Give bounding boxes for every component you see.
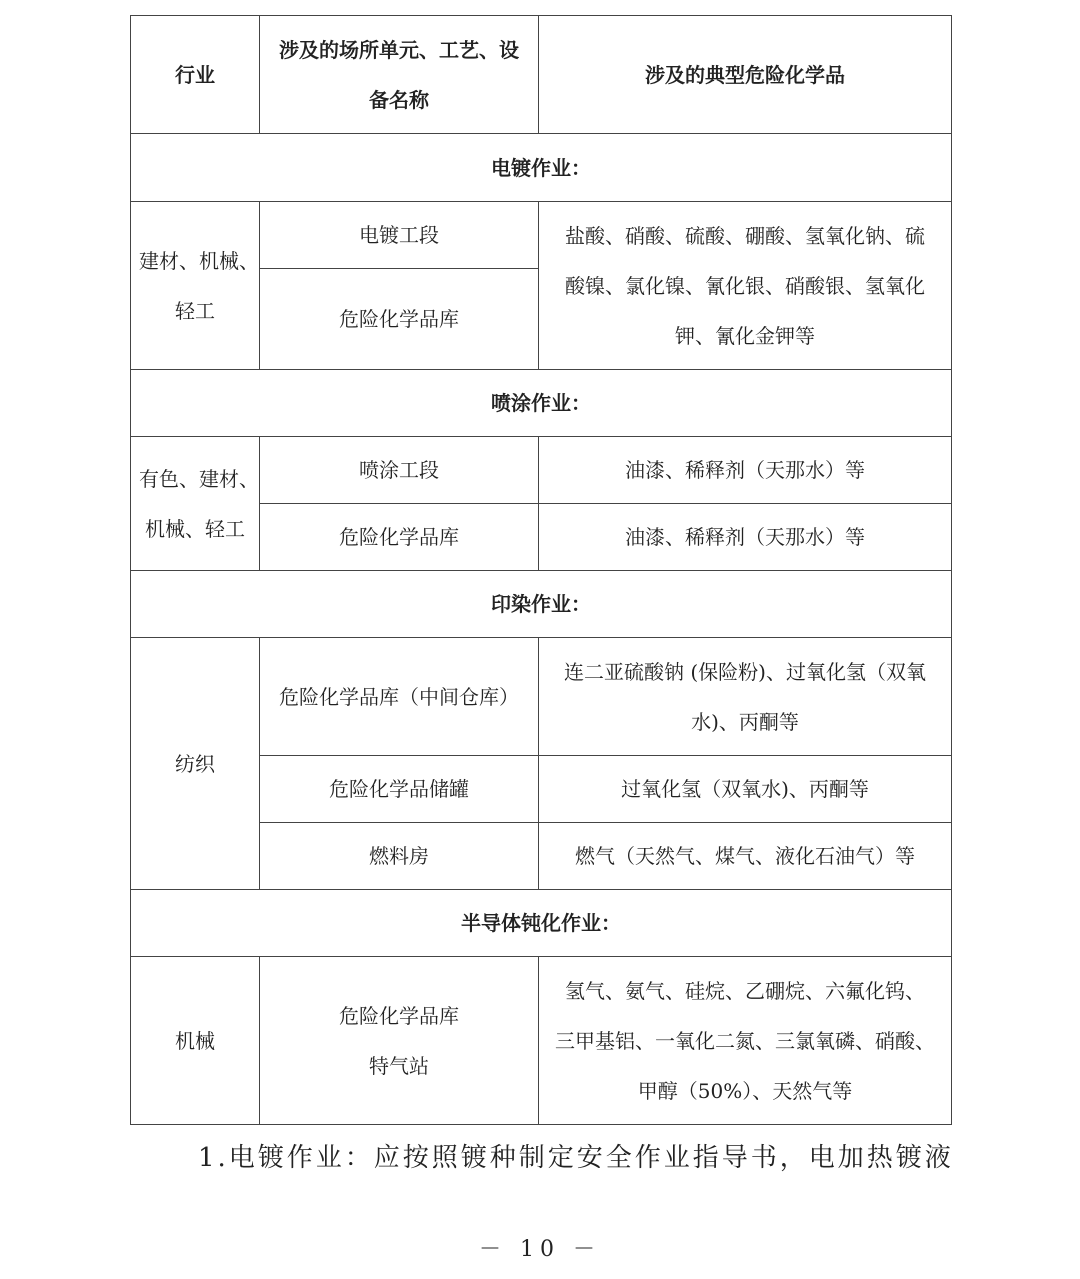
chemicals-cell: 盐酸、硝酸、硫酸、硼酸、氢氧化钠、硫 酸镍、氯化镍、氰化银、硝酸银、氢氧化 钾、氰化金钾等 <box>539 202 952 370</box>
industry-cell: 有色、建材、 机械、轻工 <box>131 437 260 571</box>
chemicals-cell: 连二亚硫酸钠 (保险粉)、过氧化氢（双氧 水)、丙酮等 <box>539 638 952 756</box>
page-number: － 10 － <box>479 1237 601 1262</box>
table-row <box>131 957 952 1125</box>
location-cell: 危险化学品库（中间仓库） <box>260 638 539 756</box>
section-title-spraying: 喷涂作业： <box>131 370 952 437</box>
chemicals-cell: 氢气、氨气、硅烷、乙硼烷、六氟化钨、 三甲基铝、一氧化二氮、三氯氧磷、硝酸、 甲醇（50%）、天然气等 <box>539 957 952 1125</box>
industry-cell: 机械 <box>131 957 260 1125</box>
location-cell: 电镀工段 <box>260 202 539 269</box>
chemicals-cell: 过氧化氢（双氧水)、丙酮等 <box>539 756 952 823</box>
location-cell: 危险化学品库 特气站 <box>260 957 539 1125</box>
section-row <box>131 370 952 437</box>
industry-cell: 纺织 <box>131 638 260 890</box>
body-paragraph: 1.电镀作业：应按照镀种制定安全作业指导书，电加热镀液 <box>198 1143 954 1173</box>
section-row <box>131 134 952 202</box>
chemicals-cell: 燃气（天然气、煤气、液化石油气）等 <box>539 823 952 890</box>
section-title-electroplating: 电镀作业： <box>131 134 952 202</box>
hazard-chemicals-table <box>130 15 952 1125</box>
location-cell: 危险化学品库 <box>260 504 539 571</box>
location-cell: 危险化学品储罐 <box>260 756 539 823</box>
header-industry: 行业 <box>131 16 260 134</box>
section-row <box>131 890 952 957</box>
location-cell: 燃料房 <box>260 823 539 890</box>
chemicals-cell: 油漆、稀释剂（天那水）等 <box>539 437 952 504</box>
table-header-row <box>131 16 952 134</box>
industry-cell: 建材、机械、 轻工 <box>131 202 260 370</box>
section-row <box>131 571 952 638</box>
section-title-dyeing: 印染作业： <box>131 571 952 638</box>
header-chemicals: 涉及的典型危险化学品 <box>539 16 952 134</box>
chemicals-cell: 油漆、稀释剂（天那水）等 <box>539 504 952 571</box>
header-location: 涉及的场所单元、工艺、设 备名称 <box>260 16 539 134</box>
section-title-semiconductor: 半导体钝化作业： <box>131 890 952 957</box>
table-row <box>131 202 952 269</box>
table-row <box>131 437 952 504</box>
location-cell: 喷涂工段 <box>260 437 539 504</box>
location-cell: 危险化学品库 <box>260 269 539 370</box>
table-row <box>131 638 952 756</box>
